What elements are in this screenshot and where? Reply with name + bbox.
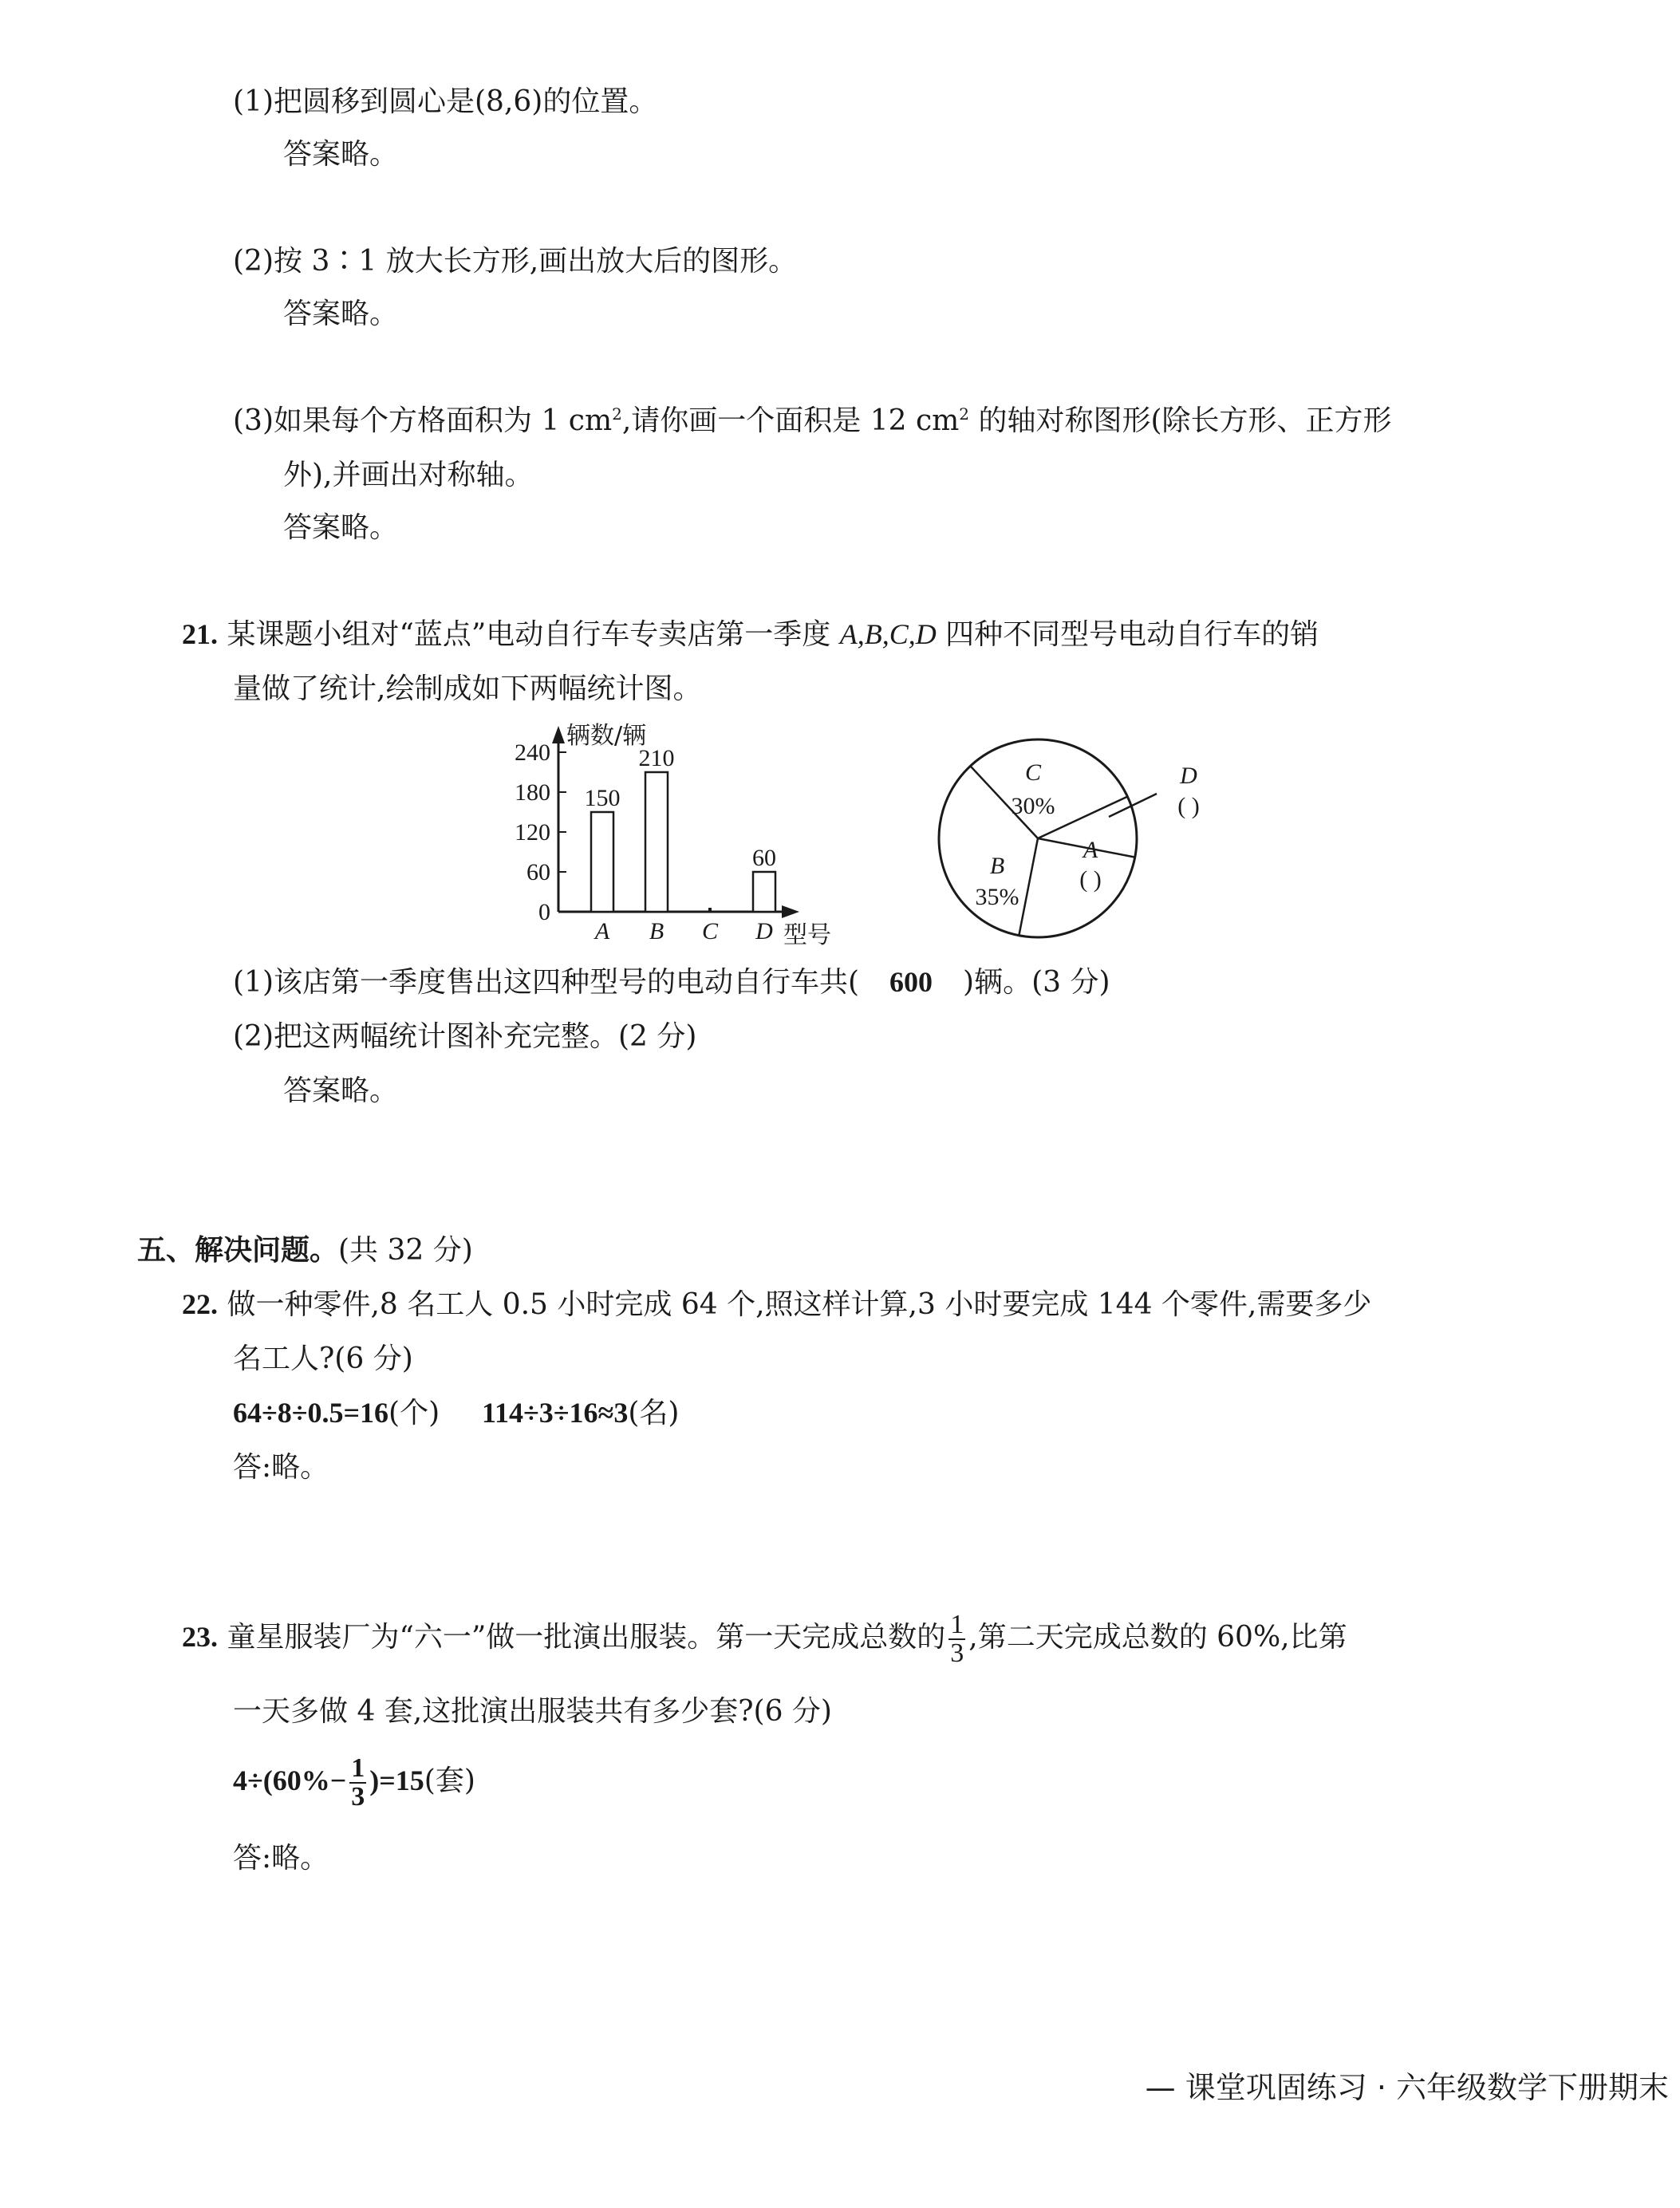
q20-answer3: 答案略。: [283, 511, 399, 544]
x-category-label: D: [755, 918, 773, 944]
bar-value-label: 150: [584, 785, 621, 811]
pie-divider: [1019, 838, 1038, 936]
q20-part3: (3)如果每个方格面积为 1 $cm^2$,请你画一个面积是 12 $cm^2$ 的轴对称图形(除长方形、正方形: [233, 404, 1392, 437]
bar-B: [645, 772, 668, 912]
bar-C-empty: [708, 908, 712, 911]
x-axis-label: 型号: [783, 921, 831, 949]
q22-answer: 答:略。: [233, 1451, 329, 1484]
y-tick-label: 240: [515, 739, 550, 766]
x-category-label: C: [701, 918, 719, 944]
q20-part1: (1)把圆移到圆心是(8,6)的位置。: [233, 85, 658, 118]
q21-stem: 21. 某课题小组对“蓝点”电动自行车专卖店第一季度 A,B,C,D 四种不同型号电动自行车的销: [182, 618, 1319, 651]
bar-chart: [495, 718, 854, 957]
y-tick-label: 180: [515, 779, 550, 806]
question-number: 23.: [182, 1621, 218, 1653]
y-tick-label: 60: [526, 859, 550, 885]
pie-slice-value-C: 30%: [1011, 793, 1055, 819]
q21-answer: 答案略。: [283, 1074, 399, 1107]
q21-stem-line2: 量做了统计,绘制成如下两幅统计图。: [233, 672, 702, 705]
y-tick-label: 120: [515, 819, 550, 846]
pie-slice-label-D: D: [1180, 763, 1197, 789]
question-number: 21.: [182, 618, 218, 650]
x-axis-arrow: [782, 905, 799, 918]
answer-600: 600: [889, 966, 933, 998]
pie-slice-value-B: 35%: [975, 884, 1019, 910]
q22-stem: 22. 做一种零件,8 名工人 0.5 小时完成 64 个,照这样计算,3 小时要完成 144 个零件,需要多少: [182, 1288, 1372, 1321]
fraction-one-third-bold: $\frac{1}{3}$: [351, 1753, 365, 1812]
pie-slice-label-B: B: [989, 853, 1005, 879]
page-footer: — 课堂巩固练习 · 六年级数学下册期末: [1145, 2070, 1669, 2105]
q20-part2: (2)按 3∶1 放大长方形,画出放大后的图形。: [233, 245, 798, 278]
pie-slice-value-D: ( ): [1177, 793, 1200, 819]
q23-stem: 23. 童星服装厂为“六一”做一批演出服装。第一天完成总数的 $\frac{1}{3}$ ,第二天完成总数的 60%,比第: [182, 1610, 1347, 1668]
y-tick-label: 0: [538, 899, 550, 925]
q20-part3-line2: 外),并画出对称轴。: [283, 459, 534, 491]
bar-value-label: 60: [752, 845, 776, 871]
pie-slice-label-C: C: [1024, 759, 1042, 786]
question-number: 22.: [182, 1288, 218, 1320]
x-category-label: B: [649, 918, 665, 944]
bar-A: [591, 812, 613, 912]
pie-slice-label-A: A: [1083, 837, 1098, 863]
pie-slice-value-A: ( ): [1079, 866, 1102, 893]
q22-stem-line2: 名工人?(6 分): [233, 1343, 413, 1375]
q20-answer1: 答案略。: [283, 138, 399, 171]
q21-sub1: (1)该店第一季度售出这四种型号的电动自行车共( 600 )辆。(3 分): [233, 966, 1110, 999]
fraction-one-third: $\frac{1}{3}$: [950, 1610, 964, 1668]
x-category-label: A: [594, 918, 610, 944]
bar-value-label: 210: [638, 745, 675, 771]
section-5-title: 五、解决问题。(共 32 分): [137, 1233, 473, 1267]
q23-solution: 4÷(60%− $\frac{1}{3}$ )=15(套): [233, 1753, 475, 1812]
bar-D: [753, 872, 775, 912]
q22-solution: 64÷8÷0.5=16(个) 114÷3÷16≈3(名): [233, 1397, 680, 1429]
pie-chart: [925, 734, 1244, 941]
q23-stem-line2: 一天多做 4 套,这批演出服装共有多少套?(6 分): [233, 1695, 832, 1728]
y-axis-label: 辆数/辆: [566, 722, 647, 750]
q20-answer2: 答案略。: [283, 298, 399, 330]
q21-sub2: (2)把这两幅统计图补充完整。(2 分): [233, 1020, 697, 1053]
y-axis-arrow: [552, 726, 565, 743]
q23-answer: 答:略。: [233, 1842, 329, 1875]
